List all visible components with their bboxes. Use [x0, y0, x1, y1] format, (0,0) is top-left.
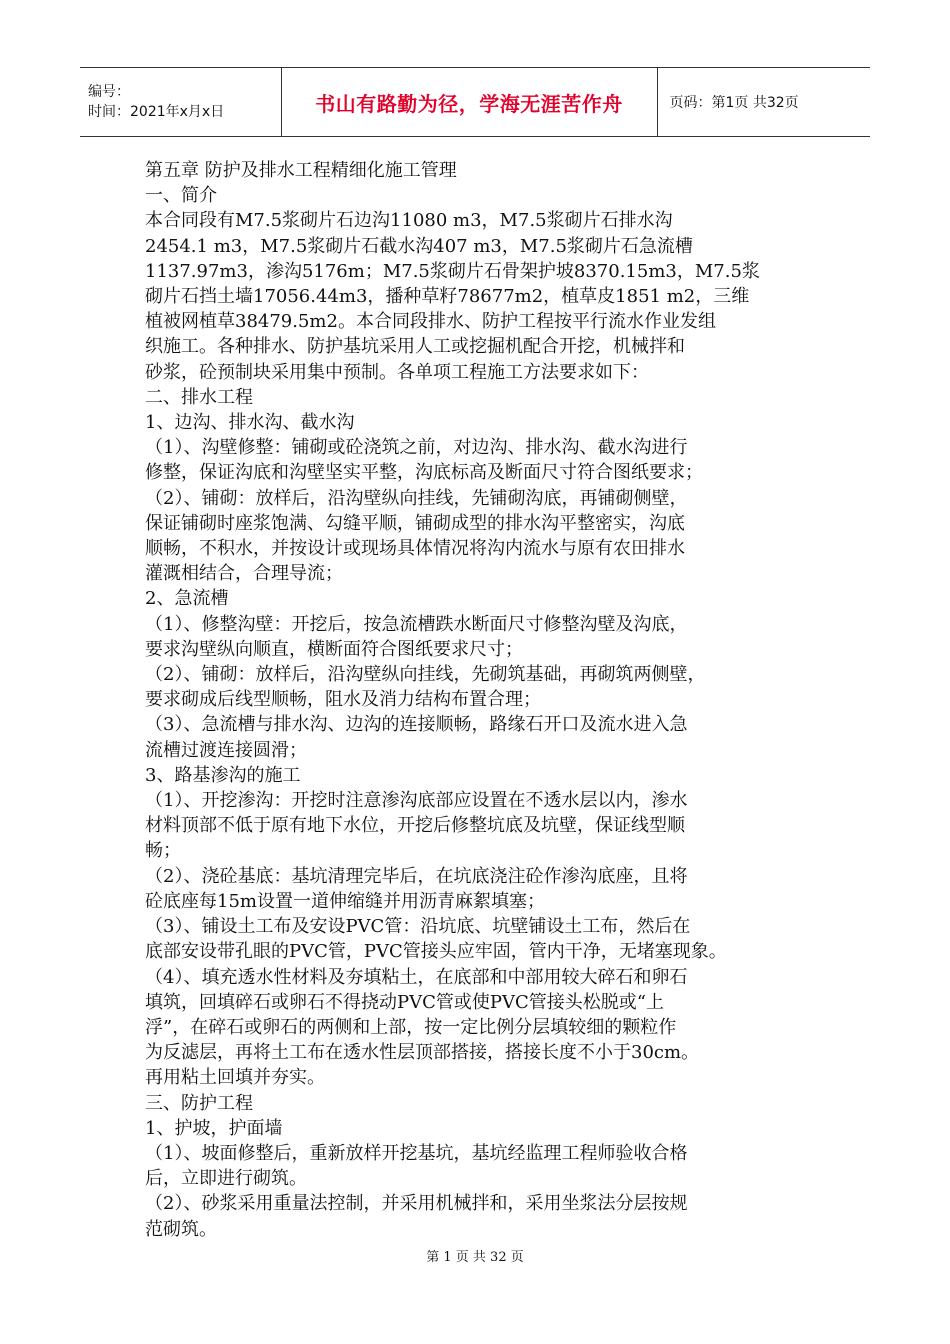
body-line: （3）、急流槽与排水沟、边沟的连接顺畅，路缘石开口及流水进入急: [145, 714, 688, 736]
body-line: 灌溉相结合，合理导流；: [145, 563, 343, 585]
body-line: 1137.97m3，渗沟5176m；M7.5浆砌片石骨架护坡8370.15m3，M7.5浆: [145, 260, 760, 282]
body-line: 要求砌成后线型顺畅，阻水及消力结构布置合理；: [145, 689, 541, 711]
body-line: （2）、铺砌：放样后，沿沟壁纵向挂线，先砌筑基础，再砌筑两侧壁，: [145, 664, 706, 686]
page-footer: 第 1 页 共 32 页: [426, 1250, 524, 1265]
header-motto: 书山有路勤为径，学海无涯苦作舟: [281, 68, 657, 137]
body-line: 底部安设带孔眼的PVC管，PVC管接头应牢固，管内干净，无堵塞现象。: [145, 941, 727, 963]
body-line: 范砌筑。: [145, 1218, 217, 1240]
body-line: （1）、坡面修整后，重新放样开挖基坑，基坑经监理工程师验收合格: [145, 1142, 688, 1164]
body-line: 织施工。各种排水、防护基坑采用人工或挖掘机配合开挖，机械拌和: [145, 336, 685, 358]
body-line: （3）、铺设土工布及安设PVC管：沿坑底、坑壁铺设土工布，然后在: [145, 916, 691, 938]
body-line: 修整，保证沟底和沟壁坚实平整，沟底标高及断面尺寸符合图纸要求；: [145, 462, 703, 484]
body-line: 2454.1 m3，M7.5浆砌片石截水沟407 m3，M7.5浆砌片石急流槽: [145, 235, 693, 257]
body-line: 砼底座每15m设置一道伸缩缝并用沥青麻絮填塞；: [145, 890, 545, 912]
body-line: （1）、沟壁修整：铺砌或砼浇筑之前，对边沟、排水沟、截水沟进行: [145, 437, 688, 459]
body-line: （1）、开挖渗沟：开挖时注意渗沟底部应设置在不透水层以内，渗水: [145, 790, 688, 812]
body-line: 3、路基渗沟的施工: [145, 764, 301, 786]
body-line: 流槽过渡连接圆滑；: [145, 739, 307, 761]
page-header: [80, 67, 870, 137]
body-line: 1、护坡，护面墙: [145, 1117, 283, 1139]
body-line: （2）、砂浆采用重量法控制，并采用机械拌和，采用坐浆法分层按规: [145, 1193, 688, 1215]
body-line: 一、简介: [145, 185, 217, 207]
body-line: （2）、铺砌：放样后，沿沟壁纵向挂线，先铺砌沟底，再铺砌侧壁，: [145, 487, 688, 509]
body-line: 2、急流槽: [145, 588, 229, 610]
body-line: 1、边沟、排水沟、截水沟: [145, 412, 355, 434]
body-line: 本合同段有M7.5浆砌片石边沟11080 m3，M7.5浆砌片石排水沟: [145, 210, 673, 232]
body-line: 顺畅，不积水，并按设计或现场具体情况将沟内流水与原有农田排水: [145, 538, 685, 560]
header-meta: [80, 68, 281, 137]
document-time-label: 时间：2021年x月x日: [88, 104, 225, 120]
body-line: 后，立即进行砌筑。: [145, 1168, 307, 1190]
body-line: 三、防护工程: [145, 1092, 253, 1114]
body-line: 填筑，回填碎石或卵石不得挠动PVC管或使PVC管接头松脱或“上: [145, 991, 664, 1013]
document-body: [145, 158, 810, 1242]
body-line: 再用粘土回填并夯实。: [145, 1067, 325, 1089]
body-line: 砌片石挡土墙17056.44m3，播种草籽78677m2，植草皮1851 m2，三维: [145, 286, 750, 308]
body-line: 材料顶部不低于原有地下水位，开挖后修整坑底及坑壁，保证线型顺: [145, 815, 685, 837]
body-line: 植被网植草38479.5m2。本合同段排水、防护工程按平行流水作业发组: [145, 311, 716, 333]
body-line: （1）、修整沟壁：开挖后，按急流槽跌水断面尺寸修整沟壁及沟底，: [145, 613, 688, 635]
body-line: 第五章 防护及排水工程精细化施工管理: [145, 160, 457, 181]
body-line: 二、排水工程: [145, 386, 253, 408]
body-line: （4）、填充透水性材料及夯填粘土，在底部和中部用较大碎石和卵石: [145, 966, 688, 988]
body-line: 要求沟壁纵向顺直，横断面符合图纸要求尺寸；: [145, 638, 523, 660]
body-line: 为反滤层，再将土工布在透水性层顶部搭接，搭接长度不小于30cm。: [145, 1042, 700, 1064]
body-line: 畅；: [145, 840, 181, 862]
body-line: （2）、浇砼基底：基坑清理完毕后，在坑底浇注砼作渗沟底座，且将: [145, 865, 688, 887]
body-line: 保证铺砌时座浆饱满、勾缝平顺，铺砌成型的排水沟平整密实，沟底: [145, 512, 685, 534]
document-number-label: 编号：: [88, 84, 130, 100]
body-line: 砂浆，砼预制块采用集中预制。各单项工程施工方法要求如下：: [145, 361, 649, 383]
header-page-info: 页码：第1页 共32页: [657, 68, 870, 137]
body-line: 浮”，在碎石或卵石的两侧和上部，按一定比例分层填较细的颗粒作: [145, 1016, 677, 1038]
